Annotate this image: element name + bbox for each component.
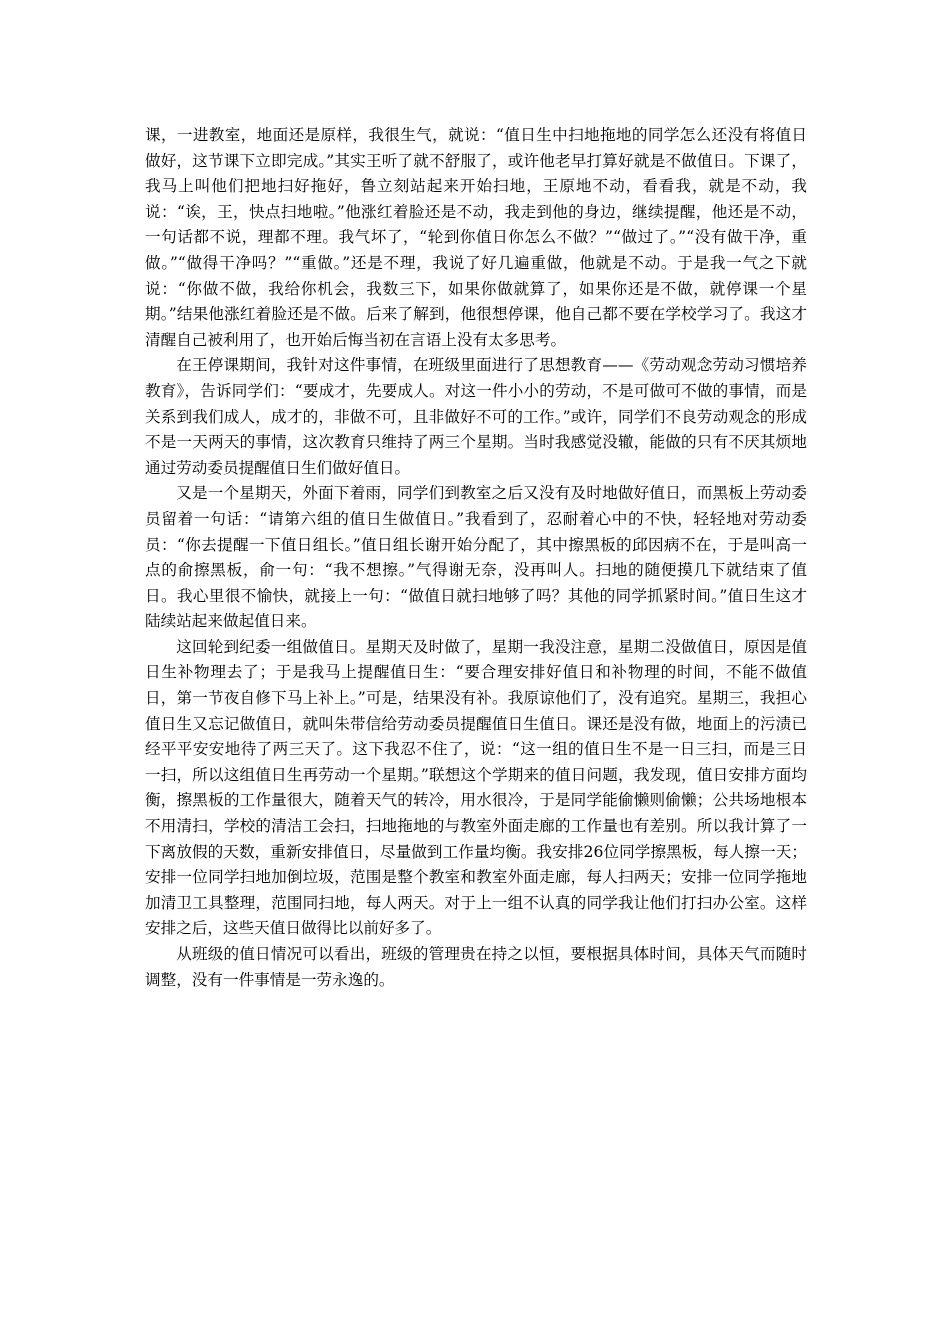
paragraph-4: 这回轮到纪委一组做值日。星期天及时做了，星期一我没注意，星期二没做值日，原因是值日生补物理去了；于是我马上提醒值日生：“要合理安排好值日和补物理的时间，不能不做值日，第一节夜自修下马上补上。”可是，结果没有补。我原谅他们了，没有追究。星期三，我担心值日生又忘记做值日，就叫朱带信给劳动委员提醒值日生值日。课还是没有做，地面上的污渍已经平平安安地待了两三天了。这下我忍不住了，说：“这一组的值日生不是一日三扫，而是三日一扫，所以这组值日生再劳动一个星期。”联想这个学期来的值日问题，我发现，值日安排方面均衡，擦黑板的工作量很大，随着天气的转冷，用水很冷，于是同学能偷懒则偷懒；公共场地根本不用清扫，学校的清洁工会扫，扫地拖地的与教室外面走廊的工作量也有差别。所以我计算了一下离放假的天数，重新安排值日，尽量做到工作量均衡。我安排26位同学擦黑板，每人擦一天；安排一位同学扫地加倒垃圾，范围是整个教室和教室外面走廊，每人扫两天；安排一位同学拖地加清卫工具整理，范围同扫地，每人两天。对于上一组不认真的同学我让他们打扫办公室。这样安排之后，这些天值日做得比以前好多了。 — [145, 637, 807, 938]
paragraph-2: 在王停课期间，我针对这件事情，在班级里面进行了思想教育——《劳动观念劳动习惯培养教育》，告诉同学们：“要成才，先要成人。对这一件小小的劳动，不是可做可不做的事情，而是关系到我们成人，成才的，非做不可，且非做好不可的工作。”或许，同学们不良劳动观念的形成不是一天两天的事情，这次教育只维持了两三个星期。当时我感觉没辙，能做的只有不厌其烦地通过劳动委员提醒值日生们做好值日。 — [145, 356, 807, 477]
paragraph-5: 从班级的值日情况可以看出，班级的管理贵在持之以恒，要根据具体时间，具体天气而随时调整，没有一件事情是一劳永逸的。 — [145, 945, 807, 989]
paragraph-3: 又是一个星期天，外面下着雨，同学们到教室之后又没有及时地做好值日，而黑板上劳动委员留着一句话：“请第六组的值日生做值日。”我看到了，忍耐着心中的不快，轻轻地对劳动委员：“你去提醒一下值日组长。”值日组长谢开始分配了，其中擦黑板的邱因病不在，于是叫高一点的俞擦黑板，俞一句：“我不想擦。”气得谢无奈，没再叫人。扫地的随便摸几下就结束了值日。我心里很不愉快，就接上一句：“做值日就扫地够了吗？其他的同学抓紧时间。”值日生这才陆续站起来做起值日来。 — [145, 484, 807, 631]
paragraph-1: 课，一进教室，地面还是原样，我很生气，就说：“值日生中扫地拖地的同学怎么还没有将值日做好，这节课下立即完成。”其实王听了就不舒服了，或许他老早打算好就是不做值日。下课了，我马上叫他们把地扫好拖好，鲁立刻站起来开始扫地，王原地不动，看看我，就是不动，我说：“诶，王，快点扫地啦。”他涨红着脸还是不动，我走到他的身边，继续提醒，他还是不动，一句话都不说，理都不理。我气坏了，“轮到你值日你怎么不做？”“做过了。”“没有做干净，重做。”“做得干净吗？”“重做。”还是不理，我说了好几遍重做，他就是不动。于是我一气之下就说：“你做不做，我给你机会，我数三下，如果你做就算了，如果你还是不做，就停课一个星期。”结果他涨红着脸还是不做。后来了解到，他很想停课，他自己都不要在学校学习了。我这才清醒自己被利用了，也开始后悔当初在言语上没有太多思考。 — [145, 126, 807, 349]
document-body — [145, 123, 807, 993]
